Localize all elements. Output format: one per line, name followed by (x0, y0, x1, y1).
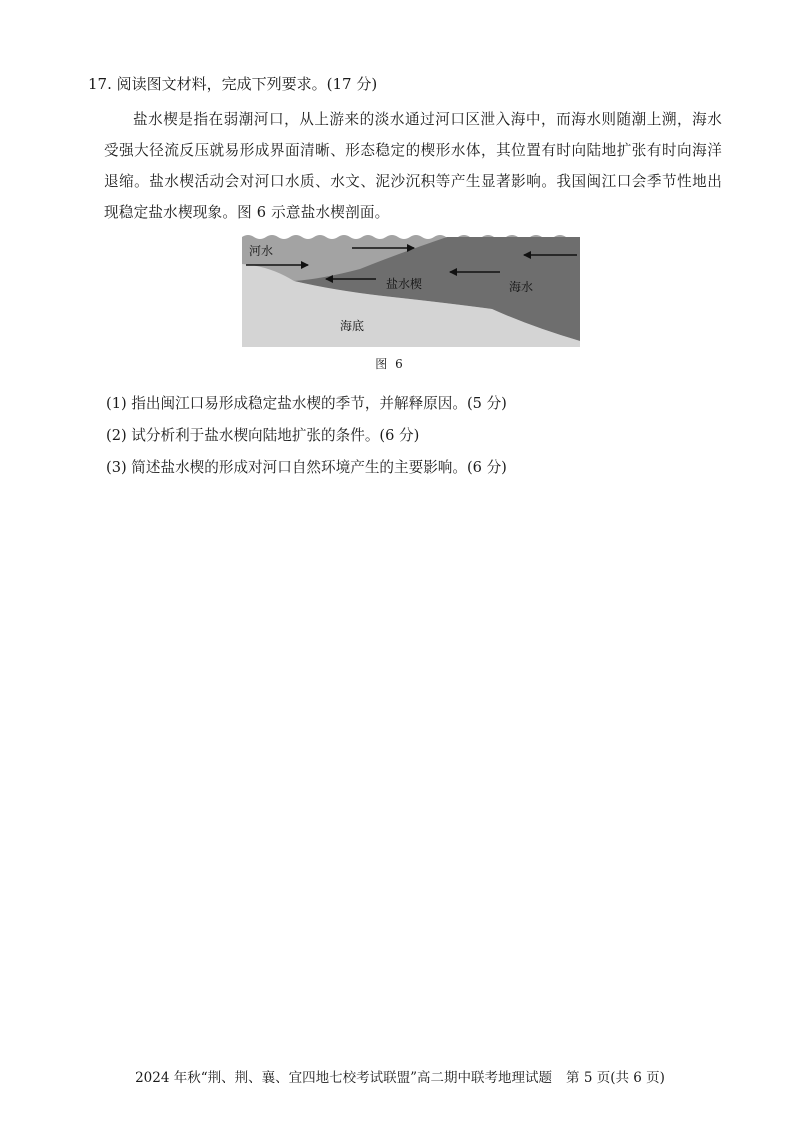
sub-question-2: (2) 试分析利于盐水楔向陆地扩张的条件。(6 分) (106, 427, 420, 444)
river-water-label: 河水 (249, 244, 274, 258)
question-title: 17. 阅读图文材料，完成下列要求。(17 分) (88, 75, 378, 93)
sub-question-1: (1) 指出闽江口易形成稳定盐水楔的季节，并解释原因。(5 分) (106, 395, 507, 412)
sea-water-label: 海水 (509, 280, 534, 294)
sub-question-3: (3) 简述盐水楔的形成对河口自然环境产生的主要影响。(6 分) (106, 459, 507, 476)
question-material: 盐水楔是指在弱潮河口，从上游来的淡水通过河口区泄入海中，而海水则随潮上溯，海水受强大径流反压就易形成界面清晰、形态稳定的楔形水体，其位置有时向陆地扩张有时向海洋退缩。盐水楔活动会对河口水质、水文、泥沙沉积等产生显著影响。我国闽江口会季节性地出现稳定盐水楔现象。图 6 示意盐水楔剖面。 (104, 111, 722, 221)
seabed-label: 海底 (340, 319, 365, 333)
figure-caption: 图 6 (375, 357, 405, 371)
footer-exam-title: 2024 年秋“荆、荆、襄、宜四地七校考试联盟”高二期中联考地理试题 (135, 1070, 553, 1086)
salt-wedge-figure (242, 233, 580, 347)
footer-page-number: 第 5 页(共 6 页) (566, 1070, 665, 1086)
salt-wedge-label: 盐水楔 (386, 277, 423, 291)
page-footer (0, 1069, 800, 1087)
